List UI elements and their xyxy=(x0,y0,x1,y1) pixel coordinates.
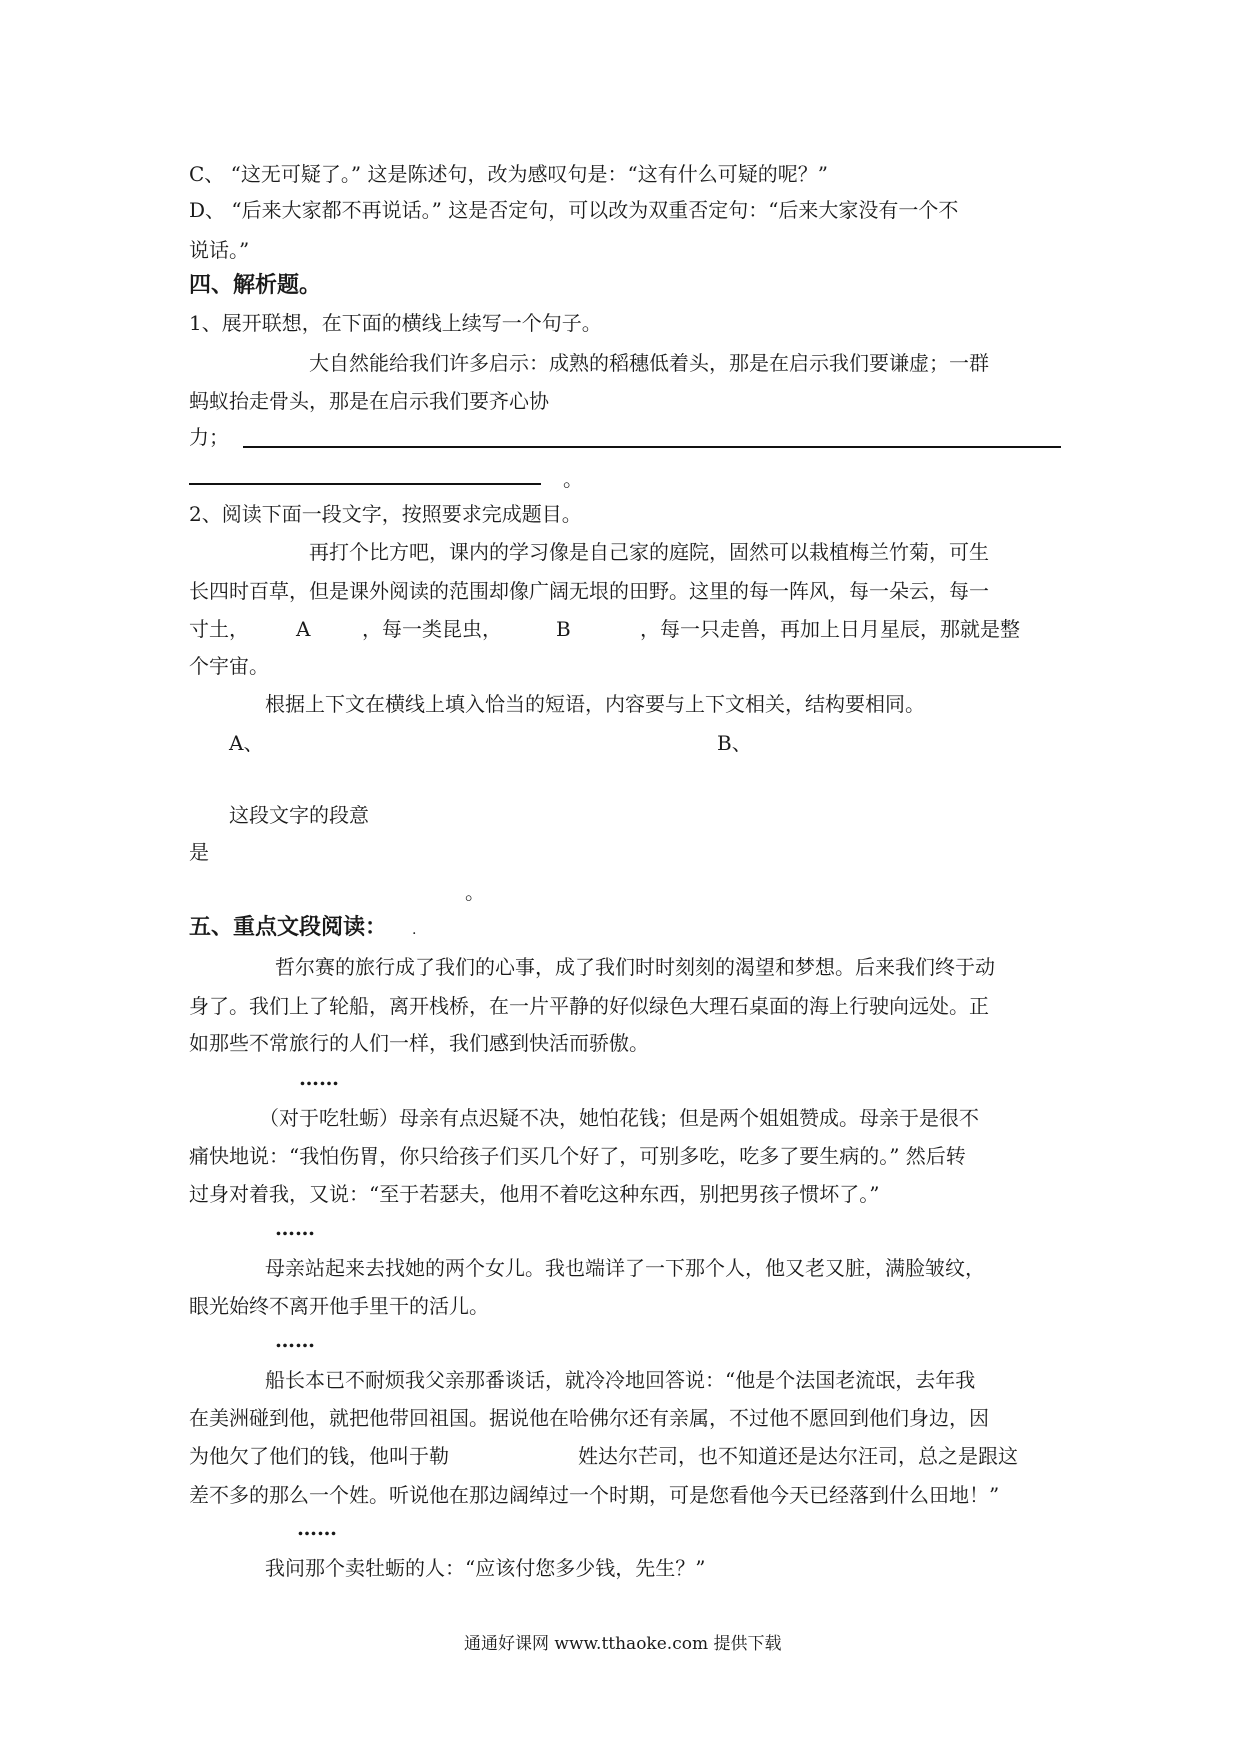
q1-answer-line-2[interactable] xyxy=(189,483,541,485)
q2-meaning-line2: 是 xyxy=(189,840,209,864)
q1-text-line3: 力； xyxy=(189,425,229,449)
q2-para-line1: 再打个比方吧，课内的学习像是自己家的庭院，固然可以栽植梅兰竹菊，可生 xyxy=(309,540,989,564)
q2-blank-b[interactable]: B xyxy=(556,617,571,641)
p4-line3b: 姓达尔芒司，也不知道还是达尔汪司，总之是跟这 xyxy=(578,1444,1018,1468)
q2-answer-b-label[interactable]: B、 xyxy=(717,731,752,755)
ellipsis-2: …… xyxy=(275,1216,315,1240)
page-footer: 通通好课网 www.tthaoke.com 提供下载 xyxy=(464,1634,782,1654)
q2-answer-a-label[interactable]: A、 xyxy=(229,731,264,755)
q2-para-seg-c: ，每一只走兽，再加上日月星辰，那就是整 xyxy=(640,617,1020,641)
option-c: C、 “这无可疑了。” 这是陈述句，改为感叹句是：“这有什么可疑的呢？” xyxy=(189,162,828,186)
p4-line4: 差不多的那么一个姓。听说他在那边阔绰过一个时期，可是您看他今天已经落到什么田地！” xyxy=(189,1483,1000,1507)
q1-text-line1: 大自然能给我们许多启示：成熟的稻穗低着头，那是在启示我们要谦虚；一群 xyxy=(309,351,989,375)
ellipsis-1: …… xyxy=(299,1066,339,1090)
q2-para-line2: 长四时百草，但是课外阅读的范围却像广阔无垠的田野。这里的每一阵风，每一朵云，每一 xyxy=(189,579,989,603)
p1-line2: 身了。我们上了轮船，离开栈桥，在一片平静的好似绿色大理石桌面的海上行驶向远处。正 xyxy=(189,994,989,1018)
section-5-heading-mark: . xyxy=(412,922,417,938)
q1-answer-line-1[interactable] xyxy=(243,446,1061,448)
q2-meaning-end: 。 xyxy=(465,880,485,904)
p4-line3a: 为他欠了他们的钱，他叫于勒 xyxy=(189,1444,449,1468)
p2-line2: 痛快地说：“我怕伤胃，你只给孩子们买几个好了，可别多吃，吃多了要生病的。” 然后转 xyxy=(189,1144,966,1168)
p1-line1: 哲尔赛的旅行成了我们的心事，成了我们时时刻刻的渴望和梦想。后来我们终于动 xyxy=(275,955,995,979)
q1-end-mark: 。 xyxy=(563,467,583,491)
q2-instruction: 根据上下文在横线上填入恰当的短语，内容要与上下文相关，结构要相同。 xyxy=(265,692,925,716)
p3-line2: 眼光始终不离开他手里干的活儿。 xyxy=(189,1294,489,1318)
option-d-line1: D、 “后来大家都不再说话。” 这是否定句，可以改为双重否定句：“后来大家没有一个不 xyxy=(189,198,959,222)
q1-text-line2: 蚂蚁抬走骨头，那是在启示我们要齐心协 xyxy=(189,389,549,413)
p2-line1: （对于吃牡蛎）母亲有点迟疑不决，她怕花钱；但是两个姐姐赞成。母亲于是很不 xyxy=(259,1106,979,1130)
q2-prompt: 2、阅读下面一段文字，按照要求完成题目。 xyxy=(189,502,582,526)
ellipsis-3: …… xyxy=(275,1328,315,1352)
p1-line3: 如那些不常旅行的人们一样，我们感到快活而骄傲。 xyxy=(189,1031,649,1055)
q1-prompt: 1、展开联想，在下面的横线上续写一个句子。 xyxy=(189,311,602,335)
ellipsis-4: …… xyxy=(297,1516,337,1540)
q2-para-line4: 个宇宙。 xyxy=(189,654,269,678)
section-4-heading: 四、解析题。 xyxy=(189,273,322,298)
q2-meaning-line1: 这段文字的段意 xyxy=(229,803,369,827)
p2-line3: 过身对着我，又说：“至于若瑟夫，他用不着吃这种东西，别把男孩子惯坏了。” xyxy=(189,1182,880,1206)
p5-line1: 我问那个卖牡蛎的人：“应该付您多少钱，先生？” xyxy=(265,1556,706,1580)
p4-line1: 船长本已不耐烦我父亲那番谈话，就冷冷地回答说：“他是个法国老流氓，去年我 xyxy=(265,1368,976,1392)
section-5-heading: 五、重点文段阅读： xyxy=(189,915,388,940)
q2-para-seg-a: 寸土， xyxy=(189,617,249,641)
p4-line2: 在美洲碰到他，就把他带回祖国。据说他在哈佛尔还有亲属，不过他不愿回到他们身边，因 xyxy=(189,1406,989,1430)
q2-blank-a[interactable]: A xyxy=(296,617,311,641)
p3-line1: 母亲站起来去找她的两个女儿。我也端详了一下那个人，他又老又脏，满脸皱纹， xyxy=(265,1256,985,1280)
q2-para-seg-b: ，每一类昆虫， xyxy=(362,617,502,641)
option-d-line2: 说话。” xyxy=(189,238,250,262)
